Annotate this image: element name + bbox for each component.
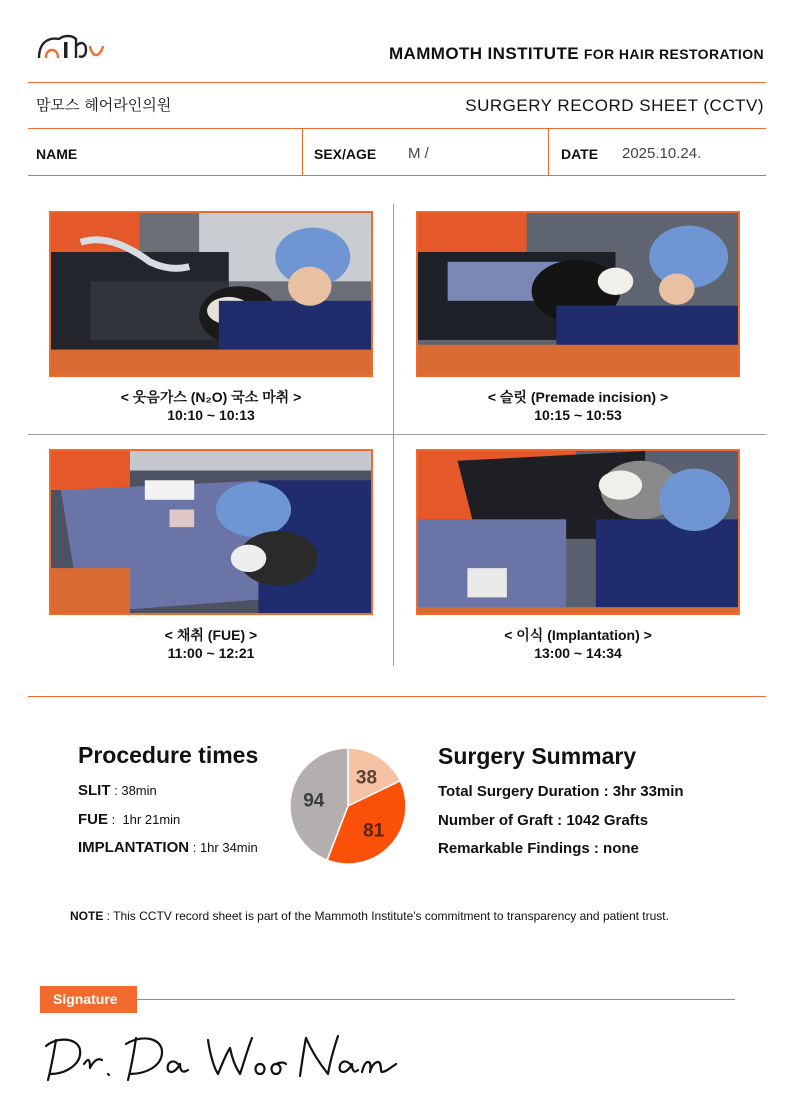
procedure-label: FUE [78,811,108,828]
sexage-label: SEX/AGE [314,146,377,162]
step-title: < 이식 (Implantation) > [504,627,652,643]
note-text: : This CCTV record sheet is part of the Mammoth Institute's commitment to transparency and patient trust. [103,909,669,923]
divider-line [28,175,766,176]
step-title: < 웃음가스 (N₂O) 국소 마취 > [120,389,302,405]
procedure-pie-chart [286,744,410,868]
note-label: NOTE [70,909,104,923]
summary-row: Number of Graft : 1042 Grafts [438,812,649,829]
divider-line [28,82,766,83]
date-label: DATE [561,146,599,162]
procedure-value: 1hr 21min [122,812,181,827]
step-time: 10:15 ~ 10:53 [534,407,622,423]
cctv-photo-fue [49,449,373,615]
field-divider [302,129,303,175]
cctv-photo-slit [416,211,740,377]
cctv-photo-anesthesia [49,211,373,377]
date-value: 2025.10.24. [622,145,702,162]
step-title: < 채취 (FUE) > [164,627,258,643]
procedure-item [78,839,258,856]
step-time: 13:00 ~ 14:34 [534,645,622,661]
step-time: 11:00 ~ 12:21 [167,645,255,661]
grid-divider-vertical [393,204,394,666]
procedure-item [78,811,180,828]
step-caption [416,626,740,662]
signature-label: Signature [40,986,137,1013]
brand-name [389,44,764,64]
clinic-korean-name: 맘모스 헤어라인의원 [36,96,172,114]
divider-line [28,696,766,697]
pie-label-fue: 81 [363,820,385,842]
field-divider [548,129,549,175]
procedure-sep: : [189,840,200,855]
summary-row: Total Surgery Duration : 3hr 33min [438,783,684,800]
grid-divider-horizontal [28,434,766,435]
step-time: 10:10 ~ 10:13 [167,407,255,423]
sexage-value: M / [408,145,429,162]
procedure-label: IMPLANTATION [78,839,190,856]
mammoth-logo-icon [36,30,106,64]
procedure-value: 1hr 34min [199,840,258,855]
cctv-photo-implantation [416,449,740,615]
pie-label-slit: 38 [355,767,378,789]
step-caption [49,388,373,424]
procedure-value: 38min [121,783,157,798]
step-title: < 슬릿 (Premade incision) > [487,389,669,405]
summary-title: Surgery Summary [438,743,637,769]
procedure-sep: : [108,812,123,827]
sheet-title: SURGERY RECORD SHEET (CCTV) [465,96,764,115]
signature-line [137,999,735,1000]
step-caption [416,388,740,424]
summary-row: Remarkable Findings : none [438,840,639,857]
brand-sub: FOR HAIR RESTORATION [583,46,764,62]
step-caption [49,626,373,662]
procedure-sep: : [110,783,122,798]
procedure-title: Procedure times [78,742,259,768]
procedure-label: SLIT [78,782,111,799]
brand-main: MAMMOTH INSTITUTE [388,44,579,63]
procedure-item [78,782,157,799]
name-label: NAME [36,146,78,162]
divider-line [28,128,766,129]
note [70,909,669,923]
handwritten-signature [38,1024,418,1088]
pie-label-implantation: 94 [303,790,325,812]
